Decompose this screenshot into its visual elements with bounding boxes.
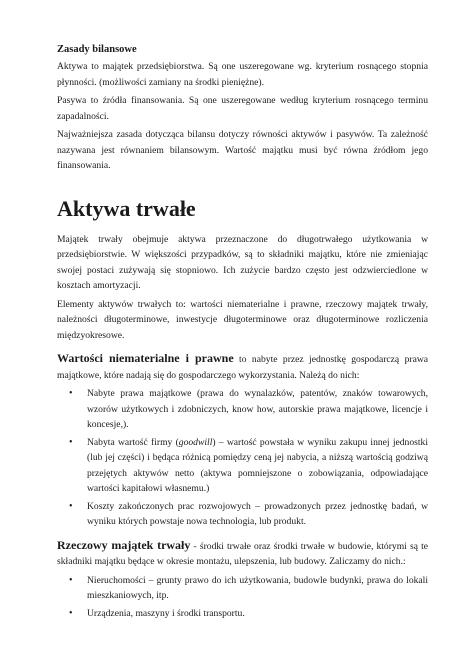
list-item: • Koszty zakończonych prac rozwojowych – prowadzonych przez jednostkę badań, w wyniku których powstaje nowa technologia, lub produkt. xyxy=(87,499,428,530)
paragraph-majatek-trwaly: Majątek trwały obejmuje aktywa przeznaczone do długotrwałego użytkowania w przedsiębiorstwie. W większości przypadków, są to składniki majątku, które nie zmieniając swojej postaci zużywają się stopniowo. Ich zużycie bardzo często jest odzwierciedlone w kosztach amortyzacji. xyxy=(57,233,428,291)
heading-aktywa-trwale: Aktywa trwałe xyxy=(57,195,196,221)
inline-heading-wartosci: Wartości niematerialne i prawne xyxy=(57,351,234,365)
list-item: • Urządzenia, maszyny i środki transportu. xyxy=(87,606,428,622)
list-item xyxy=(87,435,428,497)
list-item: • Nieruchomości – grunty prawo do ich użytkowania, budowle budynki, prawa do lokali mieszkaniowych, itp. xyxy=(87,573,428,604)
wartosci-intro-text: to nabyte przez jednostkę gospodarczą prawa majątkowe, które nadają się do gospodarczego wykorzystania. Należą do nich: xyxy=(57,354,429,381)
paragraph-balance-rule: Najważniejsza zasada dotycząca bilansu dotyczy równości aktywów i pasywów. Ta zależność nazywana jest równaniem bilansowym. Wartość majątku musi być równa źródłom jego finansowania. xyxy=(57,129,428,171)
paragraph-rzeczowy-intro xyxy=(57,538,428,570)
list-item: • Nabyte prawa majątkowe (prawa do wynalazków, patentów, znaków towarowych, wzorów użytkowych i zdobniczych, know how, autorskie prawa majątkowe, licencje i koncesje,). xyxy=(87,386,428,433)
inline-heading-rzeczowy: Rzeczowy majątek trwały xyxy=(57,537,191,552)
goodwill-term: goodwill xyxy=(178,436,213,448)
list-wartosci xyxy=(57,386,428,530)
paragraph-wartosci-intro xyxy=(57,351,428,383)
goodwill-text: Nabyta wartość firmy (goodwill) – wartość powstała w wyniku zakupu innej jednostki (lub jej części) i będąca różnicą pomiędzy ceną jej nabycia, a niższą wartością godziwą przejętych aktywów netto (aktywa pomniejszone o zobowiązania, odpowiadające wartości kapitałowi własnemu.) xyxy=(87,436,429,494)
list-rzeczowy xyxy=(57,573,428,622)
paragraph-elementy-aktywow: Elementy aktywów trwałych to: wartości niematerialne i prawne, rzeczowy majątek trwały, należności długoterminowe, inwestycje długoterminowe oraz długoterminowe rozliczenia międzyokresowe. xyxy=(57,298,428,341)
section-title-zasady: Zasady bilansowe xyxy=(57,44,137,55)
paragraph-aktywa-definition: Aktywa to majątek przedsiębiorstwa. Są one uszeregowane wg. kryterium rosnącego stopnia płynności. (możliwości zamiany na środki pieniężne). xyxy=(57,61,428,88)
paragraph-pasywa-definition: Pasywa to źródła finansowania. Są one uszeregowane według kryterium rosnącego terminu zapadalności. xyxy=(57,95,428,122)
rzeczowy-intro-text: - środki trwałe oraz środki trwałe w budowie, którymi są te składniki majątku będące w okresie montażu, ulepszenia, lub budowy. Zaliczamy do nich.: xyxy=(57,540,429,567)
